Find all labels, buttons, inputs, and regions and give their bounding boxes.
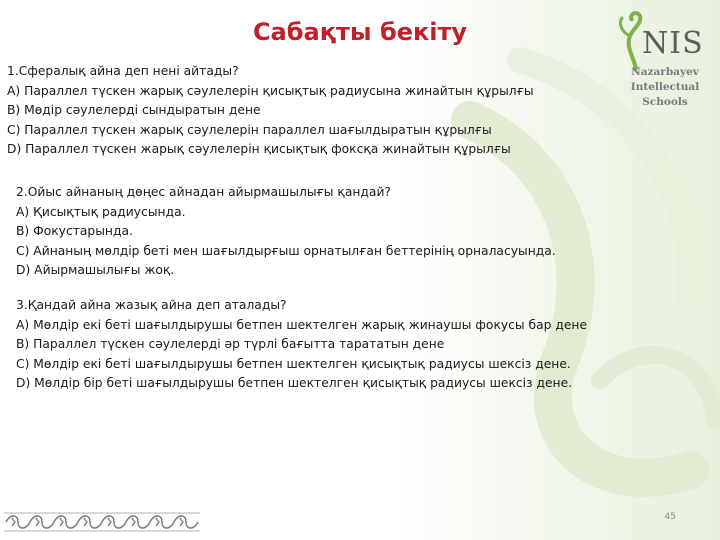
logo-line-3: Schools: [642, 96, 688, 108]
logo-brand-text: NIS: [642, 26, 704, 61]
answer-option-d: D) Айырмашылығы жоқ.: [16, 263, 175, 277]
question-block-1: [7, 62, 534, 160]
answer-option-c: С) Параллел түскен жарық сәулелерін параллел шағылдыратын құрылғы: [7, 122, 492, 137]
kazakh-ornament-border-icon: [4, 512, 204, 532]
answer-option-a: А) Параллел түскен жарық сәулелерін қисықтық радиусына жинайтын құрылғы: [7, 83, 534, 98]
answer-option-b: В) Фокустарында.: [16, 224, 133, 238]
logo-line-1: Nazarbayev: [631, 66, 699, 78]
page-number: 45: [664, 512, 676, 522]
answer-option-b: В) Параллел түскен сәулелерді әр түрлі бағытта тарататын дене: [16, 337, 445, 351]
answer-option-c: С) Мөлдір екі беті шағылдырушы бетпен шектелген қисықтық радиусы шексіз дене.: [16, 356, 571, 371]
answer-option-d: D) Параллел түскен жарық сәулелерін қисықтық фоксқа жинайтын құрылғы: [7, 142, 511, 156]
answer-option-a: А) Қисықтық радиусында.: [16, 204, 186, 219]
nis-logo: [612, 10, 708, 110]
question-text: 1.Сфералық айна деп нені айтады?: [7, 64, 239, 78]
question-block-2: [16, 183, 556, 281]
answer-option-b: В) Мөдір сәулелерді сындыратын дене: [7, 103, 261, 117]
answer-option-a: А) Мөлдір екі беті шағылдырушы бетпен шектелген жарық жинаушы фокусы бар дене: [16, 317, 588, 332]
answer-option-d: D) Мөлдір бір беті шағылдырушы бетпен шектелген қисықтық радиусы шексіз дене.: [16, 376, 573, 390]
logo-subtitle: [622, 65, 708, 110]
question-text: 3.Қандай айна жазық айна деп аталады?: [16, 298, 287, 312]
question-block-3: [16, 296, 587, 394]
slide-title: Сабақты бекіту: [252, 18, 468, 46]
logo-line-2: Intellectual: [630, 81, 700, 93]
answer-option-c: С) Айнаның мөлдір беті мен шағылдырғыш орнатылған беттерінің орналасуында.: [16, 243, 556, 258]
question-text: 2.Ойыс айнаның дөңес айнадан айырмашылығы қандай?: [16, 185, 391, 199]
